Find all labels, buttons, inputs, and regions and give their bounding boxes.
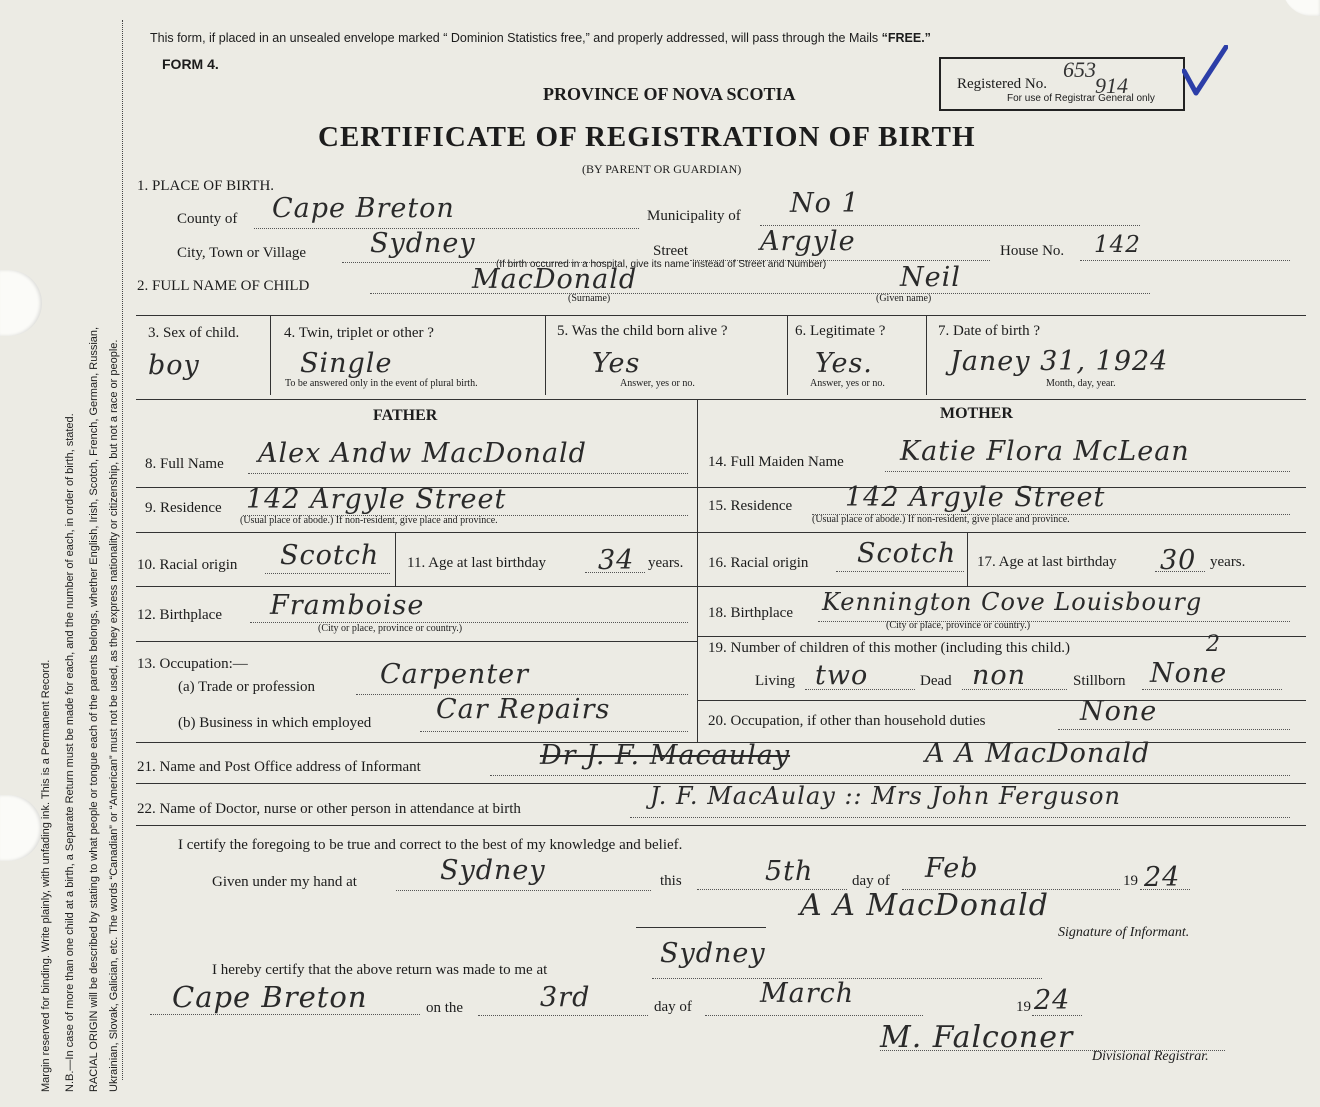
corner-notch [1282, 0, 1320, 16]
mother-living-label: Living [755, 673, 795, 689]
registrar-year-suffix: 24 [1034, 985, 1071, 1016]
registrar-on-the-label: on the [426, 1000, 464, 1016]
street-value: Argyle [760, 226, 856, 257]
informant-label: 21. Name and Post Office address of Informant [137, 759, 421, 775]
registrar-day-of-label: day of [654, 999, 692, 1015]
mother-residence-label: 15. Residence [708, 498, 793, 514]
margin-note-multiple-births: N.B.—In case of more than one child at a birth, a Separate Return must be made for each, and the number of each, in order of birth, stated. [64, 413, 76, 1092]
checkmark-icon [1182, 45, 1228, 97]
mother-racial-line [836, 571, 964, 572]
mother-heading: MOTHER [940, 405, 1013, 422]
sex-label: 3. Sex of child. [148, 325, 240, 341]
given-month-value: Feb [925, 853, 979, 884]
father-name-value: Alex Andw MacDonald [258, 438, 587, 469]
given-name-caption: (Given name) [876, 293, 932, 304]
county-value: Cape Breton [272, 193, 455, 224]
row3-div-2 [545, 315, 546, 395]
father-business-value: Car Repairs [436, 694, 611, 725]
given-day-of-label: day of [852, 873, 890, 889]
mother-age-label: 17. Age at last birthday [977, 554, 1117, 570]
father-birthplace-label: 12. Birthplace [137, 607, 222, 623]
father-heading: FATHER [373, 407, 438, 424]
registrar-month-value: March [760, 978, 855, 1009]
alive-caption: Answer, yes or no. [620, 378, 695, 389]
mother-age-value: 30 [1160, 545, 1197, 576]
father-trade-value: Carpenter [380, 659, 530, 690]
certificate-title: CERTIFICATE OF REGISTRATION OF BIRTH [318, 121, 976, 153]
father-racial-label: 10. Racial origin [137, 557, 238, 573]
dob-value: Janey 31, 1924 [950, 346, 1169, 377]
city-label: City, Town or Village [177, 245, 307, 261]
parents-top-rule [136, 399, 1306, 400]
informant-value: A A MacDonald [925, 738, 1151, 769]
twin-value: Single [300, 348, 393, 379]
mail-notice-free: “FREE.” [881, 31, 931, 45]
mother-living-value: two [815, 660, 869, 691]
parents-divider [697, 399, 698, 742]
place-of-birth-label: 1. PLACE OF BIRTH. [137, 178, 275, 194]
municipality-label: Municipality of [647, 208, 741, 224]
father-residence-caption: (Usual place of abode.) If non-resident, give place and province. [240, 515, 498, 526]
given-day-value: 5th [765, 856, 814, 887]
mother-residence-value: 142 Argyle Street [845, 482, 1106, 513]
attendant-line [630, 817, 1290, 818]
mother-occupation-label: 20. Occupation, if other than household duties [708, 713, 986, 729]
registrar-month-line [705, 1015, 923, 1016]
informant-signature-line [636, 927, 766, 928]
father-residence-value: 142 Argyle Street [246, 484, 507, 515]
father-business-line [420, 731, 688, 732]
dob-label: 7. Date of birth ? [938, 323, 1041, 339]
mother-birthplace-label: 18. Birthplace [708, 605, 793, 621]
street-label: Street [653, 243, 688, 259]
mother-stillborn-label: Stillborn [1073, 673, 1126, 689]
certificate-subtitle: (BY PARENT OR GUARDIAN) [582, 162, 742, 176]
mother-dead-label: Dead [920, 673, 952, 689]
mother-stillborn-value: None [1150, 658, 1228, 689]
father-occupation-label: 13. Occupation:— [137, 656, 248, 672]
father-birthplace-caption: (City or place, province or country.) [318, 623, 463, 634]
mother-birthplace-caption: (City or place, province or country.) [886, 620, 1031, 631]
twin-label: 4. Twin, triplet or other ? [284, 325, 434, 341]
city-value: Sydney [370, 228, 476, 259]
father-name-label: 8. Full Name [145, 456, 224, 472]
municipality-value: No 1 [790, 188, 860, 219]
father-birthplace-line [250, 622, 688, 623]
father-birthplace-rule [136, 641, 697, 642]
mother-residence-caption: (Usual place of abode.) If non-resident, give place and province. [812, 514, 1070, 525]
mother-racial-value: Scotch [857, 538, 957, 569]
father-age-label: 11. Age at last birthday [407, 555, 546, 571]
father-trade-label: (a) Trade or profession [178, 679, 316, 695]
registration-label: Registered No. [957, 76, 1047, 92]
informant-line [490, 775, 1290, 776]
registrar-day-line [478, 1015, 648, 1016]
form-number: FORM 4. [162, 56, 219, 72]
father-age-unit: years. [648, 555, 684, 571]
row3-div-1 [270, 315, 271, 395]
father-name-line [248, 473, 688, 474]
given-year-prefix: 19 [1123, 873, 1138, 889]
registrar-place-value: Sydney [660, 938, 766, 969]
registrar-county-value: Cape Breton [172, 980, 368, 1014]
legitimate-label: 6. Legitimate ? [795, 323, 886, 339]
given-place-value: Sydney [440, 855, 546, 886]
given-label: Given under my hand at [212, 874, 357, 890]
father-racial-divider [395, 532, 396, 586]
child-surname: MacDonald [472, 264, 638, 295]
punch-hole-top [0, 270, 42, 336]
row3-div-4 [926, 315, 927, 395]
registrar-signature-caption: Divisional Registrar. [1092, 1049, 1209, 1064]
alive-value: Yes [592, 348, 641, 379]
informant-signature-caption: Signature of Informant. [1058, 925, 1190, 940]
row3-div-3 [787, 315, 788, 395]
mother-children-rule [697, 700, 1306, 701]
mail-notice [150, 31, 931, 45]
margin-rule [122, 20, 123, 1080]
informant-signature: A A MacDonald [800, 888, 1049, 923]
father-residence-label: 9. Residence [145, 500, 222, 516]
surname-caption: (Surname) [568, 293, 611, 304]
margin-note-racial-origin: RACIAL ORIGIN will be described by stating to what people or tongue each of the parents belongs, whether English, Irish, Scotch, French, German, Russian, [88, 326, 100, 1092]
registrar-statement: I hereby certify that the above return was made to me at [212, 962, 548, 978]
father-residence-rule [136, 532, 697, 533]
province-heading: PROVINCE OF NOVA SCOTIA [543, 84, 796, 104]
attendant-value: J. F. MacAulay :: Mrs John Ferguson [650, 782, 1121, 810]
mother-racial-rule [697, 586, 1306, 587]
given-this-label: this [660, 873, 682, 889]
registration-number-top: 653 [1063, 57, 1096, 82]
registrar-day-value: 3rd [540, 982, 591, 1013]
informant-struck-value: Dr J. F. Macaulay [540, 740, 791, 771]
registration-note: For use of Registrar General only [1007, 93, 1155, 104]
given-year-suffix: 24 [1144, 862, 1181, 893]
mother-racial-divider [967, 532, 968, 586]
alive-label: 5. Was the child born alive ? [557, 323, 728, 339]
mother-stillborn-line [1142, 689, 1282, 690]
margin-note-nationality: Ukrainian, Slovak, Galician, etc. The words “Canadian” or “American” must not be used, as they express nationality or citizenship, but not a race or people. [108, 339, 120, 1092]
mother-name-value: Katie Flora McLean [900, 436, 1190, 467]
dob-caption: Month, day, year. [1046, 378, 1116, 389]
attendant-rule [136, 825, 1306, 826]
mother-racial-label: 16. Racial origin [708, 555, 809, 571]
registrar-signature: M. Falconer [880, 1020, 1074, 1055]
mother-occupation-line [1058, 729, 1290, 730]
mother-name-label: 14. Full Maiden Name [708, 454, 844, 470]
father-racial-value: Scotch [280, 540, 380, 571]
legitimate-caption: Answer, yes or no. [810, 378, 885, 389]
father-age-value: 34 [598, 545, 635, 576]
mother-children-value: 2 [1206, 632, 1221, 657]
attendant-label: 22. Name of Doctor, nurse or other person in attendance at birth [137, 801, 521, 817]
legitimate-value: Yes. [815, 348, 873, 379]
registrar-year-prefix: 19 [1016, 999, 1031, 1015]
mother-residence-rule [697, 532, 1306, 533]
father-birthplace-value: Framboise [270, 590, 425, 621]
mother-dead-value: non [972, 660, 1027, 691]
twin-caption: To be answered only in the event of plural birth. [285, 378, 478, 389]
hospital-note: (If birth occurred in a hospital, give its name instead of Street and Number) [496, 259, 827, 270]
house-value: 142 [1094, 232, 1141, 258]
margin-note-binding: Margin reserved for binding. Write plainly, with unfading ink. This is a Permanent Record. [40, 659, 52, 1092]
given-place-line [396, 890, 651, 891]
sex-value: boy [148, 350, 200, 381]
mail-notice-text: This form, if placed in an unsealed envelope marked “ Dominion Statistics free,” and properly addressed, will pass through the Mails [150, 31, 879, 45]
mother-age-unit: years. [1210, 554, 1246, 570]
child-name-label: 2. FULL NAME OF CHILD [137, 278, 310, 294]
certification-statement: I certify the foregoing to be true and correct to the best of my knowledge and belief. [178, 837, 683, 853]
registration-box [939, 57, 1185, 111]
house-label: House No. [1000, 243, 1065, 259]
registration-number-main: 914 [1095, 73, 1128, 98]
mother-occupation-value: None [1080, 696, 1158, 727]
house-line [1080, 260, 1290, 261]
father-racial-line [265, 573, 390, 574]
registrar-county-line [150, 1014, 420, 1015]
child-given-name: Neil [900, 262, 961, 293]
county-label: County of [177, 211, 238, 227]
father-business-label: (b) Business in which employed [178, 715, 372, 731]
mother-birthplace-value: Kennington Cove Louisbourg [822, 588, 1203, 616]
mother-name-line [885, 471, 1290, 472]
mother-children-label: 19. Number of children of this mother (including this child.) [708, 640, 1071, 656]
punch-hole-bottom [0, 795, 42, 861]
row3-top-rule [136, 315, 1306, 316]
father-racial-rule [136, 586, 697, 587]
